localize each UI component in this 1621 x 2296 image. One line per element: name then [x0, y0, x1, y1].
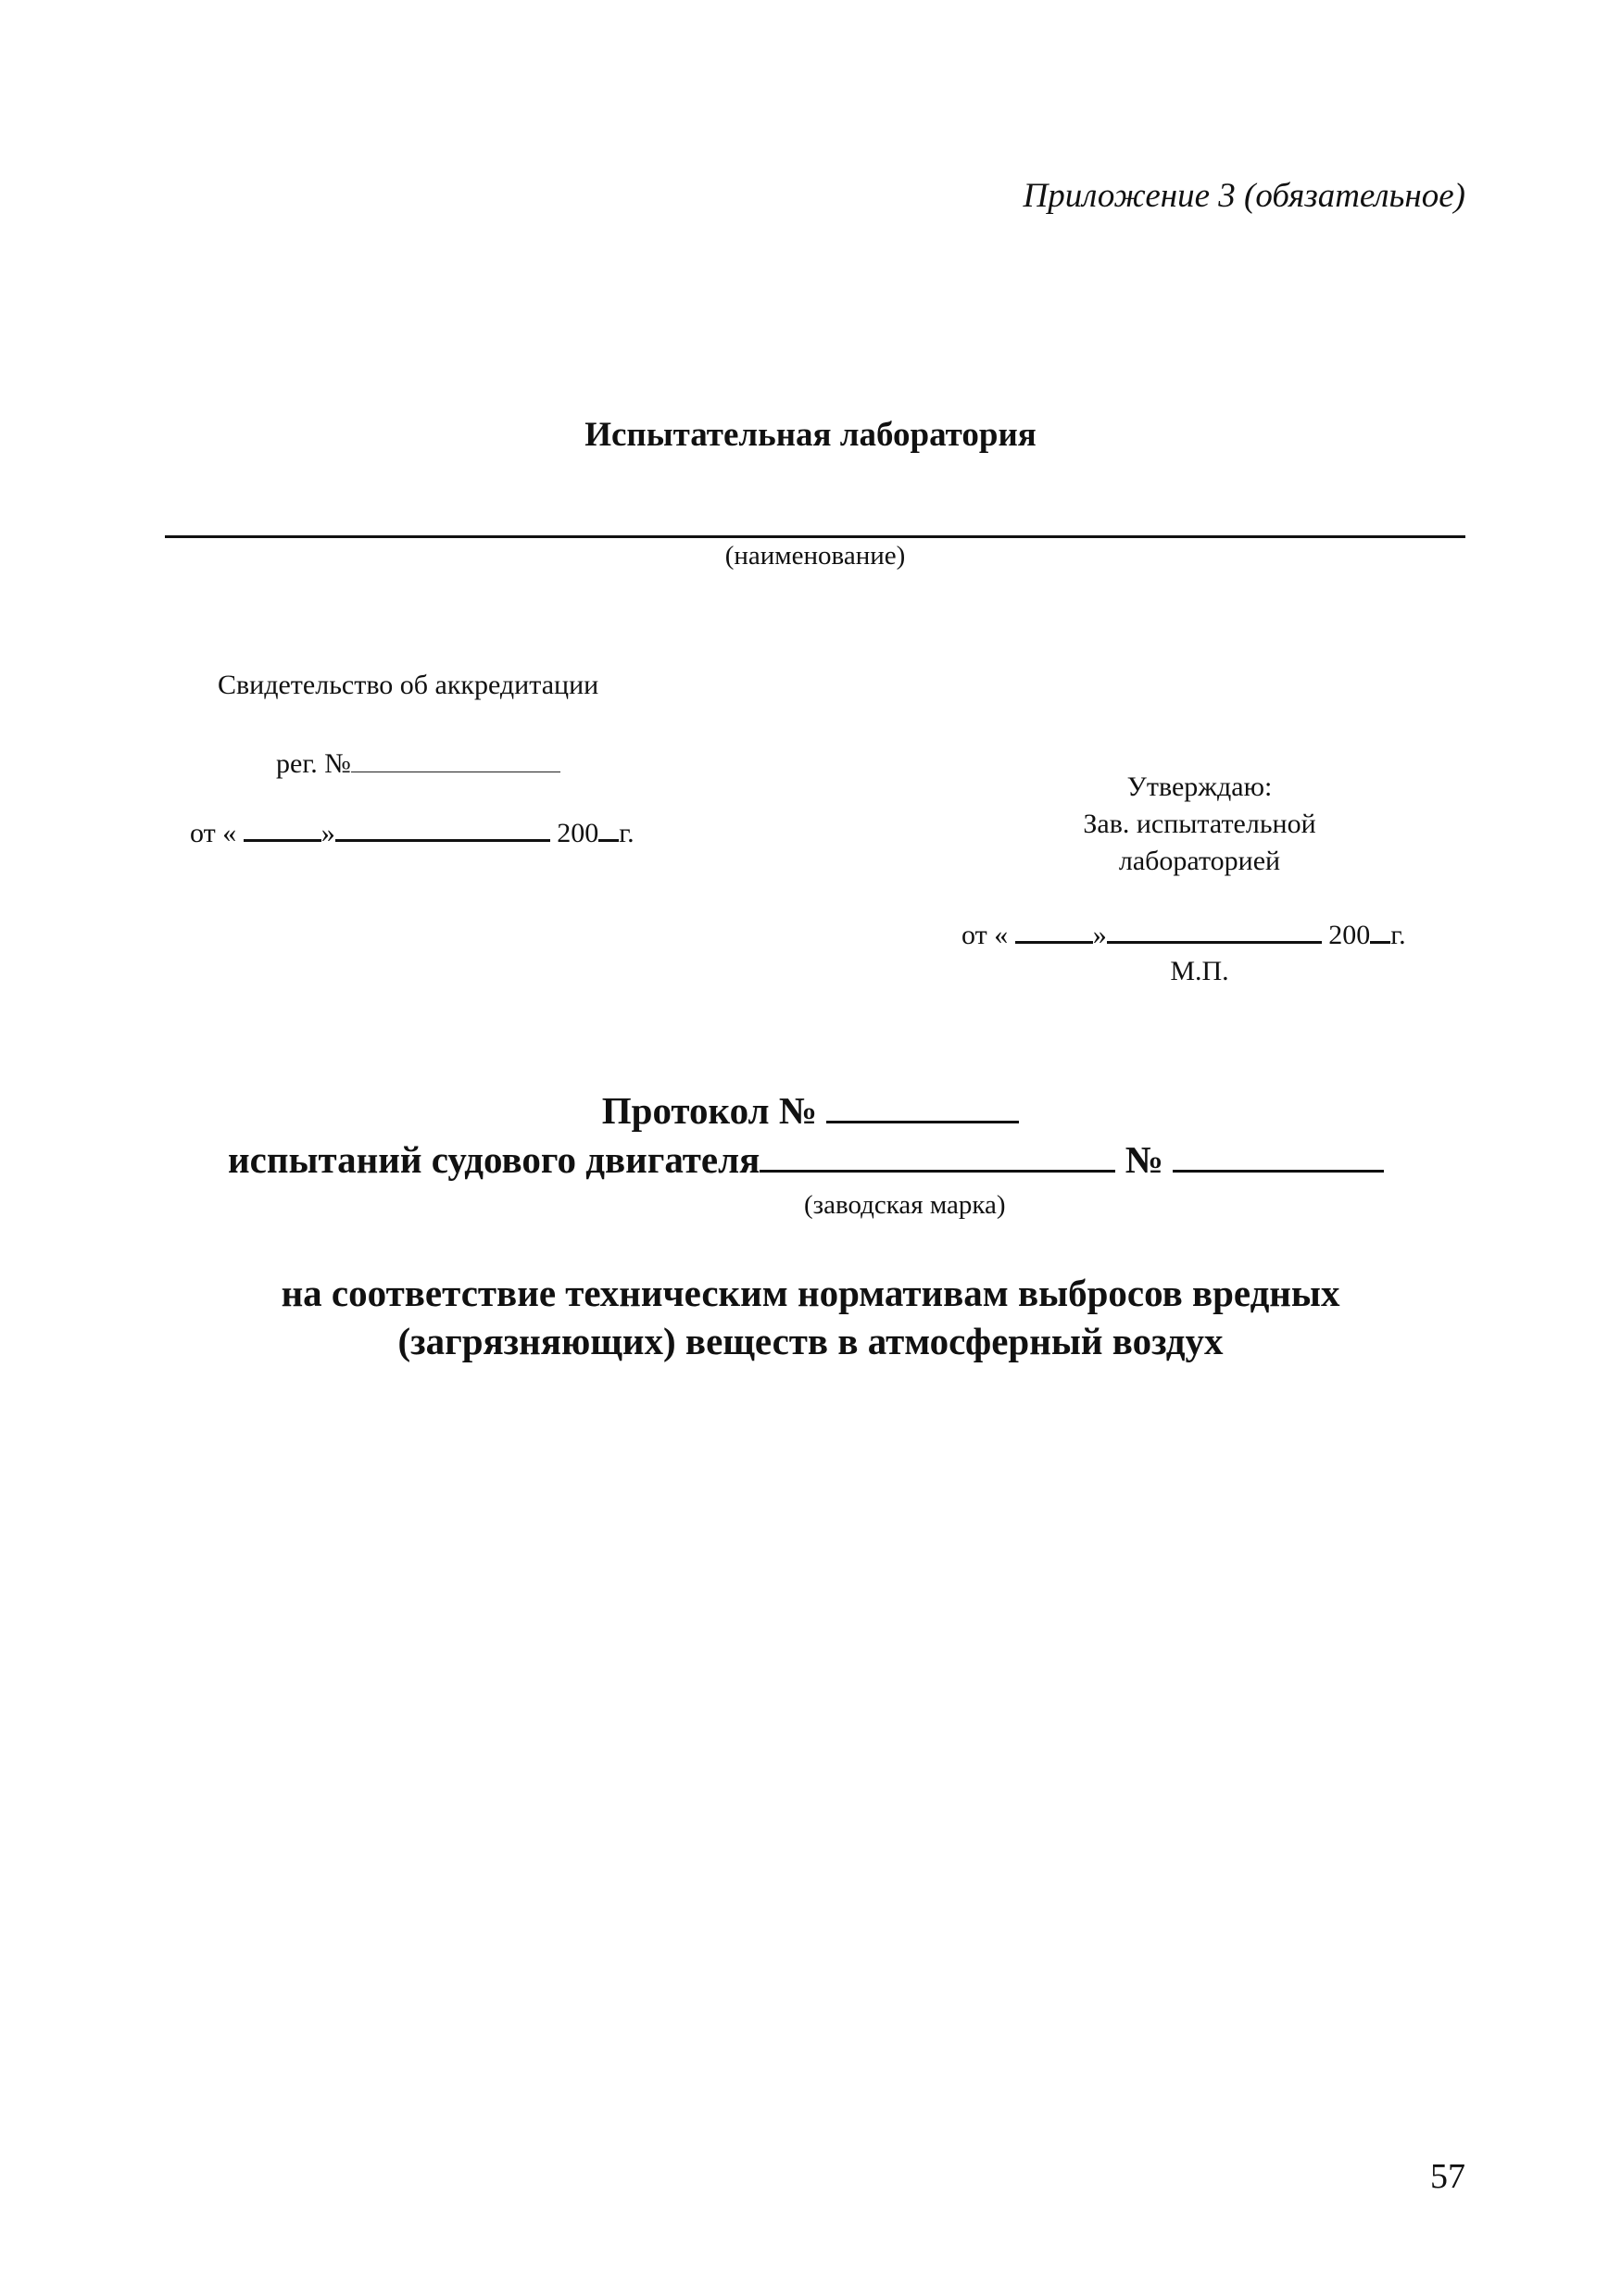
date-mid: »: [1092, 920, 1107, 950]
protocol-title: [0, 1088, 1621, 1133]
approval-line-approve: Утверждаю:: [1126, 772, 1273, 802]
conformity-heading: [0, 1269, 1621, 1365]
laboratory-title: Испытательная лаборатория: [584, 416, 1037, 454]
engine-row: [228, 1137, 1384, 1182]
stamp-label: М.П.: [1170, 956, 1229, 986]
accreditation-date-row: [190, 817, 635, 849]
approval-line-lab: лабораторией: [1118, 846, 1281, 876]
year-suffix: г.: [1390, 920, 1406, 950]
accreditation-month-field[interactable]: [335, 817, 550, 842]
laboratory-name-caption: (наименование): [724, 541, 906, 571]
accreditation-day-field[interactable]: [244, 817, 321, 842]
approval-month-field[interactable]: [1107, 919, 1322, 944]
laboratory-name-field[interactable]: [165, 535, 1465, 538]
year-prefix: 200: [557, 818, 599, 848]
engine-model-caption: (заводская марка): [804, 1190, 1006, 1220]
year-prefix: 200: [1328, 920, 1371, 950]
approval-date-row: [961, 919, 1406, 951]
engine-serial-field[interactable]: [1173, 1142, 1384, 1173]
engine-number-sign: №: [1125, 1138, 1163, 1181]
engine-label: испытаний судового двигателя: [228, 1138, 760, 1181]
date-prefix: от «: [961, 920, 1009, 950]
date-prefix: от «: [190, 818, 237, 848]
appendix-label: Приложение 3 (обязательное): [1023, 177, 1465, 215]
accreditation-year-field[interactable]: [598, 817, 619, 842]
conformity-line-1: на соответствие техническим нормативам выбросов вредных: [281, 1272, 1340, 1314]
approval-line-position: Зав. испытательной: [1083, 809, 1316, 839]
year-suffix: г.: [619, 818, 635, 848]
page-number: 57: [1430, 2157, 1465, 2196]
engine-model-field[interactable]: [760, 1142, 1115, 1173]
conformity-line-2: (загрязняющих) веществ в атмосферный воздух: [397, 1320, 1224, 1362]
protocol-number-field[interactable]: [826, 1093, 1019, 1123]
registration-number-field[interactable]: [351, 751, 560, 772]
accreditation-certificate-label: Свидетельство об аккредитации: [218, 670, 599, 700]
protocol-title-prefix: Протокол №: [601, 1089, 817, 1132]
approval-year-field[interactable]: [1370, 919, 1390, 944]
approval-day-field[interactable]: [1015, 919, 1093, 944]
date-mid: »: [320, 818, 335, 848]
registration-number-label: рег. №: [276, 748, 351, 779]
approval-block: [968, 769, 1431, 880]
registration-number-row: [276, 748, 560, 780]
